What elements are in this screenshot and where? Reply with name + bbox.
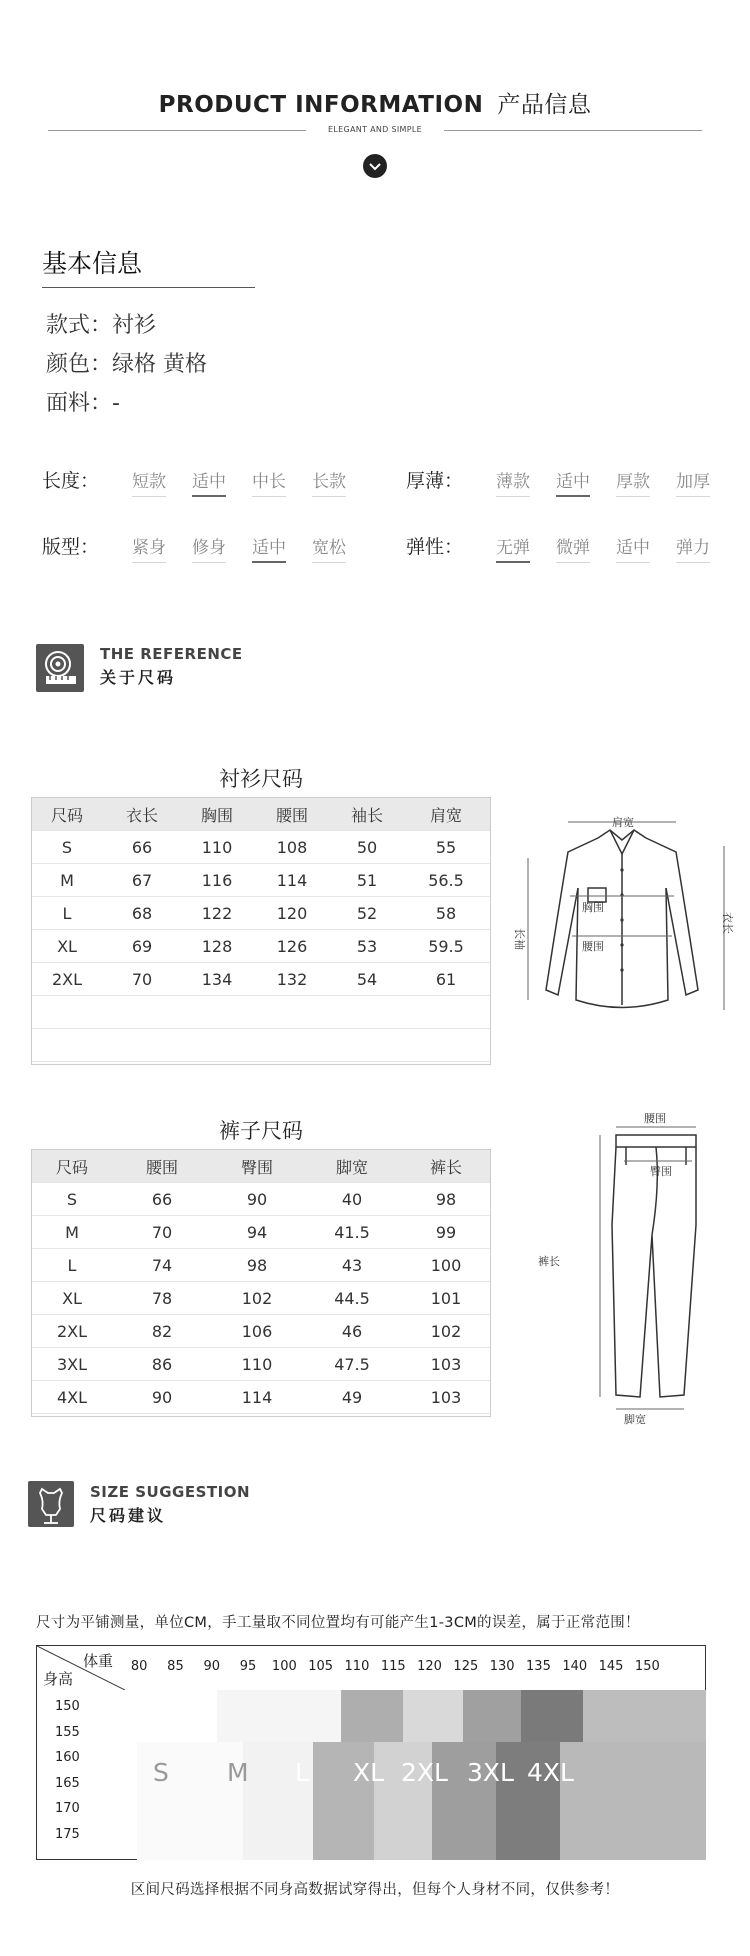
table-cell: 49 bbox=[341, 1387, 363, 1407]
size-zone bbox=[463, 1690, 521, 1742]
table-cell: 94 bbox=[246, 1222, 268, 1242]
page-title bbox=[0, 86, 750, 119]
table-row bbox=[32, 1183, 490, 1216]
corner-weight-label: 体重 bbox=[83, 1652, 114, 1670]
table-header-cell: 裤长 bbox=[429, 1157, 462, 1177]
label-hip: 臀围 bbox=[650, 1165, 672, 1178]
table-header-cell: 脚宽 bbox=[335, 1157, 368, 1177]
reference-title-cn: 关于尺码 bbox=[100, 668, 177, 687]
table-row bbox=[32, 1348, 490, 1381]
table-cell: 66 bbox=[151, 1189, 173, 1209]
table-cell: 90 bbox=[246, 1189, 268, 1209]
table-cell: 66 bbox=[131, 837, 153, 857]
size-zone bbox=[217, 1690, 271, 1742]
table-cell: 2XL bbox=[56, 1321, 88, 1341]
attribute-option: 短款 bbox=[132, 467, 166, 497]
table-cell: 59.5 bbox=[428, 936, 464, 956]
table-cell: 74 bbox=[151, 1255, 173, 1275]
basic-info-title: 基本信息 bbox=[42, 249, 143, 278]
table-header-row bbox=[32, 798, 490, 831]
table-row bbox=[32, 1381, 490, 1414]
attribute-option: 宽松 bbox=[312, 533, 346, 563]
size-label: XL bbox=[353, 1758, 385, 1787]
attribute-option: 中长 bbox=[252, 467, 286, 497]
attribute-option: 薄款 bbox=[496, 467, 530, 497]
table-row bbox=[32, 1282, 490, 1315]
weight-header: 115 bbox=[380, 1659, 406, 1674]
table-cell: 101 bbox=[430, 1288, 462, 1308]
table-cell: 114 bbox=[276, 870, 308, 890]
table-cell: 52 bbox=[356, 903, 378, 923]
table-header-cell: 袖长 bbox=[350, 805, 383, 825]
table-cell: 70 bbox=[131, 969, 153, 989]
table-header-cell: 腰围 bbox=[145, 1157, 178, 1177]
attribute-option-selected: 适中 bbox=[252, 533, 286, 563]
table-cell: 41.5 bbox=[334, 1222, 370, 1242]
pants-table-title: 裤子尺码 bbox=[219, 1119, 303, 1143]
size-label: 2XL bbox=[401, 1758, 448, 1787]
weight-header: 130 bbox=[489, 1659, 515, 1674]
height-header: 150 bbox=[55, 1699, 80, 1714]
table-cell: 100 bbox=[430, 1255, 462, 1275]
attribute-option-selected: 适中 bbox=[556, 467, 590, 497]
table-cell: 43 bbox=[341, 1255, 363, 1275]
attribute-label: 弹性： bbox=[406, 536, 464, 558]
table-header-cell: 腰围 bbox=[275, 805, 308, 825]
attribute-option: 加厚 bbox=[676, 467, 710, 497]
title-cn: 产品信息 bbox=[497, 92, 592, 118]
weight-header: 85 bbox=[167, 1659, 184, 1674]
weight-header: 120 bbox=[417, 1659, 442, 1674]
table-header-row bbox=[32, 1150, 490, 1183]
size-suggestion-grid bbox=[36, 1645, 706, 1860]
table-row bbox=[32, 1249, 490, 1282]
table-cell: 108 bbox=[276, 837, 308, 857]
table-cell: L bbox=[62, 903, 72, 923]
table-cell: 40 bbox=[341, 1189, 363, 1209]
header-subtitle: ELEGANT AND SIMPLE bbox=[0, 125, 750, 134]
attribute-option: 适中 bbox=[616, 533, 650, 563]
table-row bbox=[32, 930, 490, 963]
attribute-label: 厚薄： bbox=[406, 470, 464, 492]
attribute-option-selected: 无弹 bbox=[496, 533, 530, 563]
label-hem: 脚宽 bbox=[624, 1413, 646, 1426]
attribute-option: 紧身 bbox=[132, 533, 166, 563]
table-empty-row bbox=[32, 1029, 490, 1062]
table-cell: 99 bbox=[435, 1222, 457, 1242]
table-row bbox=[32, 897, 490, 930]
pants-size-table bbox=[31, 1149, 491, 1417]
table-cell: 61 bbox=[435, 969, 457, 989]
table-cell: 70 bbox=[151, 1222, 173, 1242]
shirt-diagram bbox=[510, 810, 735, 1045]
table-cell: M bbox=[65, 1222, 79, 1242]
shirt-size-table bbox=[31, 797, 491, 1065]
weight-header: 150 bbox=[634, 1659, 660, 1674]
table-cell: 3XL bbox=[56, 1354, 88, 1374]
basic-info-underline bbox=[42, 287, 255, 288]
suggestion-title-cn: 尺码建议 bbox=[90, 1506, 167, 1525]
height-header: 165 bbox=[55, 1775, 80, 1791]
table-row bbox=[32, 1216, 490, 1249]
attribute-label: 版型： bbox=[42, 536, 100, 558]
size-zone bbox=[403, 1690, 463, 1742]
table-cell: M bbox=[60, 870, 74, 890]
size-label: S bbox=[153, 1758, 169, 1787]
size-label: M bbox=[227, 1758, 249, 1787]
reference-title-en: THE REFERENCE bbox=[100, 645, 243, 663]
table-row bbox=[32, 963, 490, 996]
table-header-cell: 胸围 bbox=[200, 805, 233, 825]
weight-header: 80 bbox=[130, 1659, 148, 1674]
size-label: L bbox=[295, 1758, 309, 1787]
table-cell: 132 bbox=[276, 969, 308, 989]
table-cell: 58 bbox=[435, 903, 457, 923]
table-cell: 102 bbox=[430, 1321, 462, 1341]
table-cell: 53 bbox=[356, 936, 378, 956]
mannequin-icon bbox=[28, 1481, 74, 1527]
table-cell: 126 bbox=[276, 936, 308, 956]
table-header-cell: 臀围 bbox=[240, 1157, 273, 1177]
size-zone bbox=[583, 1690, 706, 1742]
table-cell: L bbox=[67, 1255, 77, 1275]
height-header: 175 bbox=[55, 1826, 80, 1842]
table-cell: 82 bbox=[151, 1321, 173, 1341]
table-cell: 67 bbox=[131, 870, 153, 890]
table-header-cell: 尺码 bbox=[50, 805, 83, 825]
weight-header: 95 bbox=[239, 1659, 257, 1674]
attribute-label: 长度： bbox=[42, 470, 100, 492]
size-label: 3XL bbox=[467, 1758, 514, 1787]
table-cell: 2XL bbox=[51, 969, 83, 989]
table-header-cell: 尺码 bbox=[55, 1157, 88, 1177]
height-header: 155 bbox=[55, 1724, 80, 1740]
label-length: 衣长 bbox=[721, 912, 734, 934]
table-header-cell: 肩宽 bbox=[429, 805, 462, 825]
height-header: 170 bbox=[55, 1801, 80, 1816]
info-fabric: 面料：- bbox=[46, 391, 120, 416]
table-cell: XL bbox=[62, 1288, 82, 1308]
table-cell: 98 bbox=[435, 1189, 457, 1209]
label-pants-length: 裤长 bbox=[538, 1255, 560, 1268]
table-cell: 98 bbox=[246, 1255, 268, 1275]
table-cell: S bbox=[66, 1189, 78, 1209]
table-cell: 110 bbox=[241, 1354, 273, 1374]
label-waist: 腰围 bbox=[582, 940, 604, 953]
table-header-cell: 衣长 bbox=[125, 805, 158, 825]
size-zone bbox=[271, 1690, 341, 1742]
table-cell: XL bbox=[57, 936, 77, 956]
table-cell: 4XL bbox=[56, 1387, 88, 1407]
table-cell: 103 bbox=[430, 1387, 462, 1407]
table-row bbox=[32, 831, 490, 864]
table-cell: 122 bbox=[201, 903, 233, 923]
weight-header: 140 bbox=[562, 1659, 588, 1674]
size-zone bbox=[521, 1690, 583, 1742]
corner-height-label: 身高 bbox=[43, 1670, 74, 1688]
table-row bbox=[32, 864, 490, 897]
table-cell: 69 bbox=[131, 936, 153, 956]
label-chest: 胸围 bbox=[582, 901, 604, 914]
attribute-option: 修身 bbox=[192, 533, 226, 563]
table-cell: S bbox=[61, 837, 73, 857]
table-cell: 54 bbox=[356, 969, 378, 989]
attribute-option: 弹力 bbox=[676, 533, 710, 563]
label-waist-pants: 腰围 bbox=[644, 1112, 666, 1125]
table-cell: 103 bbox=[430, 1354, 462, 1374]
size-zone bbox=[341, 1690, 403, 1742]
table-cell: 50 bbox=[356, 837, 378, 857]
suggestion-footer: 区间尺码选择根据不同身高数据试穿得出，但每个人身材不同，仅供参考！ bbox=[130, 1882, 620, 1898]
label-shoulder: 肩宽 bbox=[612, 816, 634, 829]
table-cell: 55 bbox=[435, 837, 457, 857]
table-cell: 102 bbox=[241, 1288, 273, 1308]
table-cell: 51 bbox=[356, 870, 378, 890]
info-color: 颜色：绿格 黄格 bbox=[46, 352, 207, 377]
table-cell: 47.5 bbox=[334, 1354, 370, 1374]
attribute-option: 微弹 bbox=[556, 533, 590, 563]
weight-header: 110 bbox=[344, 1659, 370, 1674]
table-cell: 106 bbox=[241, 1321, 273, 1341]
measurement-note: 尺寸为平铺测量，单位CM，手工量取不同位置均有可能产生1-3CM的误差，属于正常范围！ bbox=[36, 1615, 640, 1631]
table-row bbox=[32, 1315, 490, 1348]
height-header: 160 bbox=[55, 1750, 80, 1765]
title-en: PRODUCT INFORMATION bbox=[158, 92, 484, 118]
label-sleeve: 长袖 bbox=[513, 928, 526, 950]
weight-header: 135 bbox=[526, 1659, 551, 1674]
weight-header: 145 bbox=[598, 1659, 624, 1674]
table-cell: 78 bbox=[151, 1288, 173, 1308]
attribute-option-selected: 适中 bbox=[192, 467, 226, 497]
table-cell: 46 bbox=[341, 1321, 363, 1341]
table-cell: 44.5 bbox=[334, 1288, 370, 1308]
pants-diagram bbox=[520, 1105, 720, 1435]
table-cell: 56.5 bbox=[428, 870, 464, 890]
suggestion-title-en: SIZE SUGGESTION bbox=[90, 1483, 251, 1501]
info-style: 款式：衬衫 bbox=[46, 313, 157, 338]
tape-measure-icon bbox=[36, 644, 84, 692]
shirt-table-title: 衬衫尺码 bbox=[219, 767, 303, 791]
table-empty-row bbox=[32, 996, 490, 1029]
weight-header: 125 bbox=[453, 1659, 479, 1674]
table-cell: 90 bbox=[151, 1387, 173, 1407]
table-cell: 128 bbox=[201, 936, 233, 956]
table-cell: 86 bbox=[151, 1354, 173, 1374]
chevron-down-icon bbox=[363, 154, 387, 178]
size-zone bbox=[560, 1742, 706, 1860]
size-label: 4XL bbox=[527, 1758, 574, 1787]
table-cell: 114 bbox=[241, 1387, 273, 1407]
table-cell: 68 bbox=[131, 903, 153, 923]
attribute-option: 长款 bbox=[312, 467, 346, 497]
table-cell: 110 bbox=[201, 837, 233, 857]
attribute-option: 厚款 bbox=[616, 467, 650, 497]
table-cell: 116 bbox=[201, 870, 233, 890]
table-cell: 134 bbox=[201, 969, 233, 989]
weight-header: 105 bbox=[308, 1659, 334, 1674]
table-cell: 120 bbox=[276, 903, 308, 923]
weight-header: 100 bbox=[271, 1659, 297, 1674]
weight-header: 90 bbox=[203, 1659, 221, 1674]
